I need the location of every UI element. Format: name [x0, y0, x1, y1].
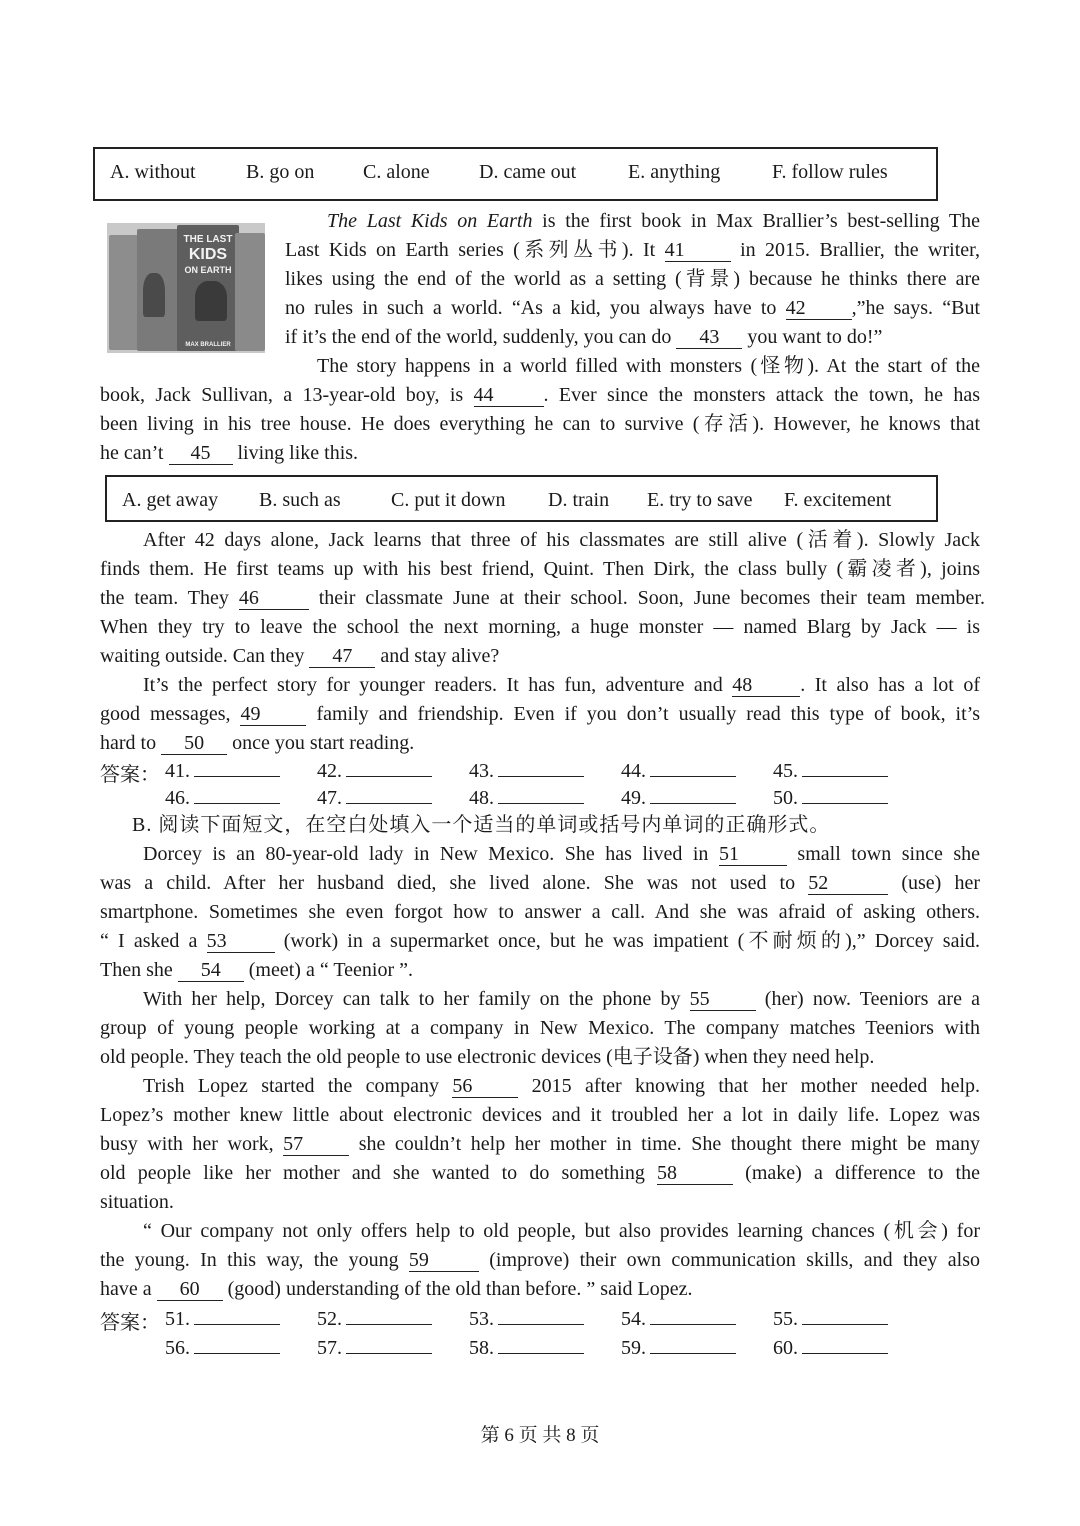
text-line: The Last Kids on Earth is the first book in Max Brallier’s best-selling The	[327, 210, 981, 232]
text-line: hard to 50 once you start reading.	[100, 732, 415, 754]
blank-46: 46	[239, 587, 309, 610]
cover-author: MAX BRALLIER	[185, 342, 231, 348]
blank-57: 57	[283, 1133, 349, 1156]
option-d: D. came out	[479, 161, 577, 183]
answer-57[interactable]: 57.	[317, 1335, 432, 1360]
option-f: F. excitement	[784, 489, 892, 511]
word-bank-1	[93, 147, 938, 201]
text-line: Lopez’s mother knew little about electronic devices and it troubled her a lot in daily life. Lopez was	[100, 1104, 980, 1126]
text-line: smartphone. Sometimes she even forgot how to answer a call. And she was afraid of asking others.	[100, 901, 980, 923]
blank-53: 53	[207, 930, 275, 953]
answer-44[interactable]: 44.	[621, 758, 736, 783]
answer-label: 答案：	[100, 1312, 160, 1334]
option-a: A. without	[110, 161, 196, 183]
blank-54: 54	[178, 959, 244, 982]
option-e: E. anything	[628, 161, 721, 183]
option-a: A. get away	[122, 489, 219, 511]
option-c: C. alone	[363, 161, 430, 183]
blank-58: 58	[657, 1162, 733, 1185]
answer-47[interactable]: 47.	[317, 785, 432, 810]
page-footer: 第 6 页 共 8 页	[480, 1425, 600, 1446]
option-f: F. follow rules	[772, 161, 888, 183]
blank-48: 48	[732, 674, 800, 697]
text-line: old people like her mother and she wanted to do something 58 (make) a difference to the	[100, 1162, 980, 1184]
blank-51: 51	[719, 843, 787, 866]
answer-41[interactable]: 41.	[165, 758, 280, 783]
text-line: was a child. After her husband died, she lived alone. She was not used to 52 (use) her	[100, 872, 980, 894]
blank-43: 43	[676, 326, 742, 349]
text-line: The story happens in a world filled with monsters (怪物). At the start of the	[317, 355, 980, 377]
blank-59: 59	[409, 1249, 479, 1272]
blank-55: 55	[690, 988, 756, 1011]
option-c: C. put it down	[391, 489, 506, 511]
answer-46[interactable]: 46.	[165, 785, 280, 810]
answer-56[interactable]: 56.	[165, 1335, 280, 1360]
text-line: Then she 54 (meet) a “ Teenior ”.	[100, 959, 414, 981]
blank-45: 45	[169, 442, 233, 465]
answer-45[interactable]: 45.	[773, 758, 888, 783]
option-e: E. try to save	[647, 489, 753, 511]
blank-42: 42	[786, 297, 852, 320]
text-line: “ Our company not only offers help to old people, but also provides learning chances (机会) for	[143, 1220, 980, 1242]
cover-title-line1: THE LAST	[183, 234, 233, 245]
text-line: Last Kids on Earth series (系列丛书). It 41 in 2015. Brallier, the writer,	[285, 239, 980, 261]
text-line: Dorcey is an 80-year-old lady in New Mexico. She has lived in 51 small town since she	[143, 843, 980, 865]
text-line: likes using the end of the world as a setting (背景) because he thinks there are	[285, 268, 980, 290]
book-cover-image	[107, 223, 265, 353]
text-line: It’s the perfect story for younger readers. It has fun, adventure and 48 . It also has a lot of	[143, 674, 980, 696]
text-line: have a 60 (good) understanding of the old than before. ” said Lopez.	[100, 1278, 693, 1300]
text-line: After 42 days alone, Jack learns that three of his classmates are still alive (活着). Slowly Jack	[143, 529, 980, 551]
text-line: group of young people working at a company in New Mexico. The company matches Teeniors with	[100, 1017, 980, 1039]
text-line: if it’s the end of the world, suddenly, you can do 43 you want to do!”	[285, 326, 883, 348]
text-line: the team. They 46 their classmate June at their school. Soon, June becomes their team member.	[100, 587, 985, 609]
text-line: situation.	[100, 1191, 174, 1213]
option-b: B. such as	[259, 489, 341, 511]
text-line: no rules in such a world. “As a kid, you always have to 42 ,”he says. “But	[285, 297, 980, 319]
answer-49[interactable]: 49.	[621, 785, 736, 810]
answer-60[interactable]: 60.	[773, 1335, 888, 1360]
answer-54[interactable]: 54.	[621, 1306, 736, 1331]
answer-59[interactable]: 59.	[621, 1335, 736, 1360]
answer-48[interactable]: 48.	[469, 785, 584, 810]
word-bank-2	[105, 475, 938, 522]
text-line: book, Jack Sullivan, a 13-year-old boy, is 44 . Ever since the monsters attack the town, he has	[100, 384, 981, 406]
blank-47: 47	[309, 645, 375, 668]
text-line: he can’t 45 living like this.	[100, 442, 359, 464]
blank-44: 44	[474, 384, 544, 407]
cover-title-line3: ON EARTH	[184, 265, 232, 275]
text-line: busy with her work, 57 she couldn’t help her mother in time. She thought there might be many	[100, 1133, 980, 1155]
text-line: the young. In this way, the young 59 (improve) their own communication skills, and they also	[100, 1249, 980, 1271]
blank-56: 56	[452, 1075, 518, 1098]
blank-60: 60	[157, 1278, 223, 1301]
answer-50[interactable]: 50.	[773, 785, 888, 810]
text-line: With her help, Dorcey can talk to her family on the phone by 55 (her) now. Teeniors are a	[143, 988, 980, 1010]
blank-41: 41	[665, 239, 731, 262]
answer-53[interactable]: 53.	[469, 1306, 584, 1331]
blank-49: 49	[240, 703, 306, 726]
answer-52[interactable]: 52.	[317, 1306, 432, 1331]
blank-52: 52	[808, 872, 888, 895]
answer-58[interactable]: 58.	[469, 1335, 584, 1360]
option-b: B. go on	[246, 161, 315, 183]
text-line: good messages, 49 family and friendship. Even if you don’t usually read this type of book, it’s	[100, 703, 980, 725]
text-line: waiting outside. Can they 47 and stay alive?	[100, 645, 500, 667]
text-line: When they try to leave the school the next morning, a huge monster — named Blarg by Jack — is	[100, 616, 980, 638]
option-d: D. train	[548, 489, 610, 511]
text-line: been living in his tree house. He does everything he can to survive (存活). However, he knows that	[100, 413, 980, 435]
answer-label: 答案：	[100, 764, 160, 786]
text-line: old people. They teach the old people to use electronic devices (电子设备) when they need help.	[100, 1046, 875, 1068]
answer-55[interactable]: 55.	[773, 1306, 888, 1331]
answer-51[interactable]: 51.	[165, 1306, 280, 1331]
answer-42[interactable]: 42.	[317, 758, 432, 783]
text-line: “ I asked a 53 (work) in a supermarket once, but he was impatient (不耐烦的),” Dorcey said.	[100, 930, 981, 952]
text-line: finds them. He first teams up with his best friend, Quint. Then Dirk, the class bully (霸凌者), joins	[100, 558, 980, 580]
cover-title-line2: KIDS	[188, 246, 228, 263]
answer-43[interactable]: 43.	[469, 758, 584, 783]
section-b-instruction: B. 阅读下面短文，在空白处填入一个适当的单词或括号内单词的正确形式。	[132, 814, 831, 836]
blank-50: 50	[161, 732, 227, 755]
text-line: Trish Lopez started the company 56 2015 after knowing that her mother needed help.	[143, 1075, 981, 1097]
